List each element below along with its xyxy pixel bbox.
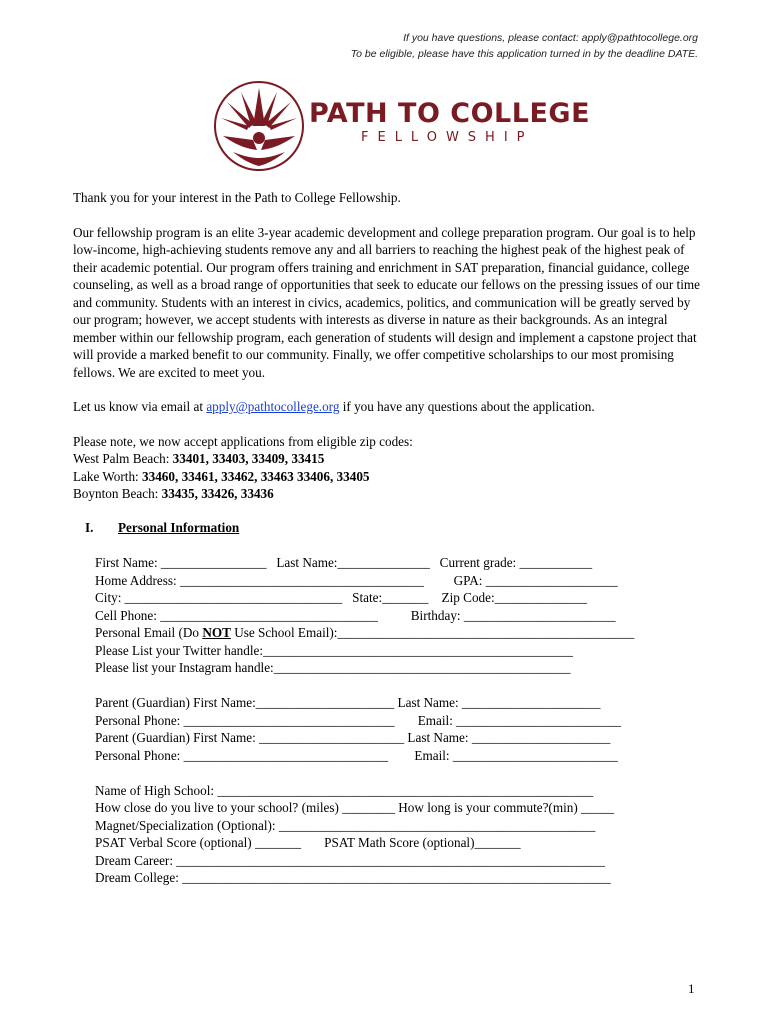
zip-codes: 33435, 33426, 33436 (161, 486, 274, 501)
zip-row (73, 485, 703, 503)
contact-line: If you have questions, please contact: apply@pathtocollege.org (403, 32, 698, 44)
zip-codes: 33401, 33403, 33409, 33415 (172, 451, 325, 466)
zip-city: Lake Worth: (73, 468, 143, 484)
zip-city: Boynton Beach: (73, 486, 162, 501)
contact-prefix: Let us know via email at (73, 399, 207, 414)
form-line-dream-career[interactable]: Dream Career: _________________________________________________________________ (95, 852, 605, 868)
section-number: I. (85, 519, 94, 535)
form-line-magnet[interactable]: Magnet/Specialization (Optional): ________________________________________________ (95, 817, 596, 833)
program-paragraph: Our fellowship program is an elite 3-year academic development and college preparation program. Our goal is to help low-income, high-achieving students remove any and all barriers to reaching the highest peak of the highest peak of their academic potential. Our program offers training and enrichment in SAT preparation, financial guidance, college counseling, as well as a broad range of opportunities that seek to educate our fellows on the pressing issues of our time and community. Students with an interest in civics, academics, politics, and communication will be greatly served by our program; however, we accept students with interests as diverse in nature as their backgrounds. As an integral member within our fellowship program, each generation of students will design and implement a capstone project that will provide a marked benefit to our community. Finally, we offer competitive scholarships to our most promising fellows. We are excited to meet you. (73, 224, 700, 380)
email-not-emphasis: NOT (202, 625, 231, 640)
form-line-email[interactable] (95, 624, 703, 642)
form-line-psat[interactable]: PSAT Verbal Score (optional) _______ PSAT Math Score (optional)_______ (95, 835, 521, 850)
logo-title: PATH TO COLLEGE (309, 98, 591, 129)
zip-row (73, 450, 703, 468)
form-line-address[interactable]: Home Address: _____________________________________ GPA: ____________________ (95, 572, 618, 588)
thanks-paragraph: Thank you for your interest in the Path to College Fellowship. (73, 190, 401, 205)
personal-info-form (95, 554, 703, 887)
contact-paragraph (73, 398, 703, 416)
form-line-high-school[interactable]: Name of High School: _________________________________________________________ (95, 782, 594, 798)
logo-subtitle: FELLOWSHIP (361, 130, 534, 145)
form-line-parent2-name[interactable]: Parent (Guardian) First Name: ______________________ Last Name: _____________________ (95, 730, 611, 745)
sunburst-seal-icon (213, 80, 305, 172)
contact-suffix: if you have any questions about the application. (339, 399, 595, 414)
form-line-instagram[interactable]: Please list your Instagram handle:_____________________________________________ (95, 660, 571, 675)
zip-city: West Palm Beach: (73, 451, 173, 466)
page-number: 1 (688, 981, 695, 996)
form-line-parent1-name[interactable]: Parent (Guardian) First Name:_____________________ Last Name: _____________________ (95, 695, 601, 710)
zip-row (73, 468, 703, 486)
email-label: Personal Email (Do (95, 625, 203, 640)
email-link[interactable]: apply@pathtocollege.org (206, 399, 340, 414)
letter-body (73, 189, 703, 887)
section-heading (85, 519, 703, 537)
form-line-city[interactable]: City: _________________________________ State:_______ Zip Code:______________ (95, 590, 587, 605)
deadline-line: To be eligible, please have this application turned in by the deadline DATE. (350, 48, 698, 60)
form-line-commute[interactable]: How close do you live to your school? (miles) ________ How long is your commute?(min) _____ (95, 800, 615, 815)
form-line-parent2-contact[interactable]: Personal Phone: _______________________________ Email: _________________________ (95, 747, 618, 763)
header-note (351, 30, 698, 62)
form-line-dream-college[interactable]: Dream College: _________________________________________________________________ (95, 870, 611, 885)
zip-note: Please note, we now accept applications from eligible zip codes: (73, 433, 413, 449)
zip-code-notice (73, 433, 703, 503)
form-line-phone[interactable]: Cell Phone: _________________________________ Birthday: _______________________ (95, 607, 616, 623)
form-line-parent1-contact[interactable]: Personal Phone: ________________________________ Email: _________________________ (95, 712, 622, 728)
form-line-twitter[interactable]: Please List your Twitter handle:_______________________________________________ (95, 642, 573, 658)
form-line-name[interactable]: First Name: ________________ Last Name:______________ Current grade: ___________ (95, 555, 593, 570)
fellowship-logo (213, 80, 591, 172)
email-field: Use School Email):_____________________________________________ (230, 625, 635, 640)
section-title: Personal Information (118, 519, 240, 535)
zip-codes: 33460, 33461, 33462, 33463 33406, 33405 (142, 468, 370, 484)
